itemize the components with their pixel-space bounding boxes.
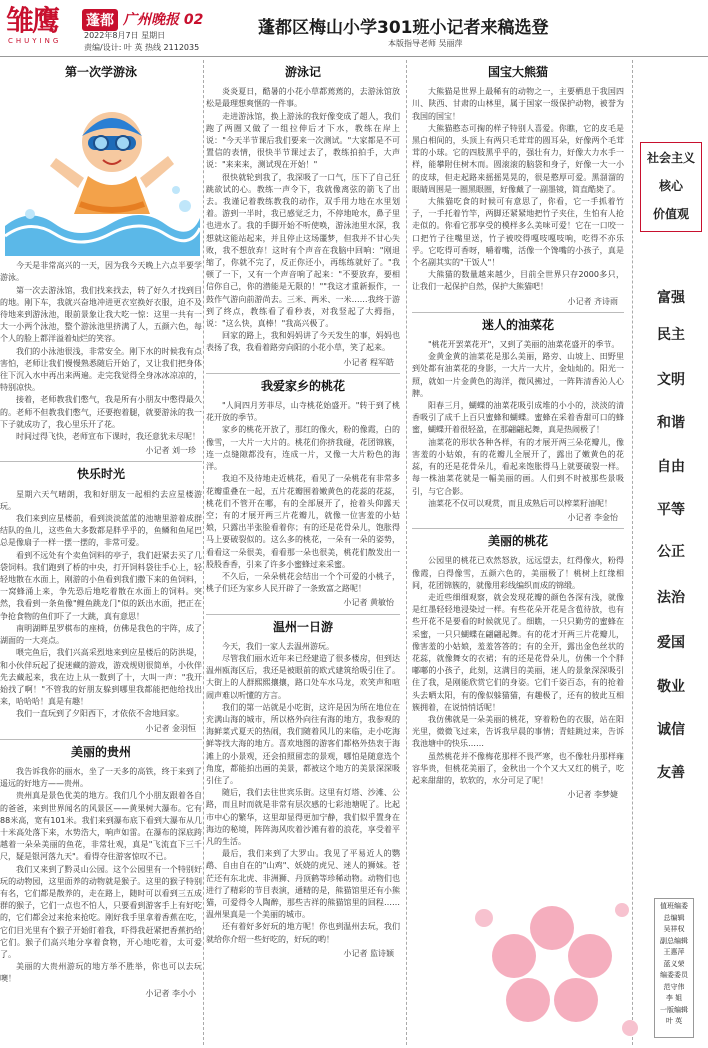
article-paragraph: 星期六天气晴朗，我和好朋友一起相约去应星楼游玩。 bbox=[0, 489, 202, 511]
paper-name: 广州晚报 02 bbox=[123, 12, 204, 28]
credit-line: 范守伟 bbox=[663, 982, 685, 991]
article-title: 美丽的桃花 bbox=[487, 534, 548, 549]
core-value-word: 文明 bbox=[657, 372, 685, 388]
article-author: 小记者 程军皓 bbox=[343, 357, 394, 367]
core-value-word: 敬业 bbox=[657, 679, 685, 695]
article-paragraph: 公园里的桃花已欢然怒放，远远望去，红得像火，粉得像霞，白得像雪，五颜六色的，美丽极了！桃树上红缘相间，花团锦簇的，就像用彩线编织而成的锦缎。 bbox=[412, 556, 624, 590]
article-paragraph: 我们的第一站就是小吃街，这许是因为所在地位在充满山海的城市，所以格外向往有海的地方，我参观的海鲜菜式夏天的热闹，我们随着风儿的来临，走小吃海鲜等找大海的地方。喜欢地图的游客们都格外热衷于海滩上的小景观，还会拍照留恋的景观，哪怕是随意选个角度，都能拍出画的美景，都被这个地方的美景深深吸引住了。 bbox=[206, 702, 400, 785]
article-paragraph: 走进游泳馆，换上游泳的我好像变成了超人，我们跑了两圈又做了一组拉伸后才下水，教练在岸上说："今天半节课后我们要来一次测试。"大家都是不可置信的表情，很快半节课过去了，教练拍拍手，大声说："来来来，测试现在开始！" bbox=[206, 111, 400, 170]
article-paragraph: 我们来到应星楼前，看到淡淡蓝蓝的池塘里游着成群结队的鱼儿，这些鱼大多数都是胖乎乎的，鱼鳞和鱼尾巴总是像扇子一样一摆一摆的，非常可爱。 bbox=[0, 514, 202, 548]
column-middle bbox=[206, 60, 400, 964]
editor-line: 责编/设计: 叶 英 热线 2112035 bbox=[84, 43, 200, 52]
article-paragraph: 尽管我们丽水近年来已经建造了很多楼房，但到达温州瓯海区后，我还是被眼前的欧式建筑给吸引住了。大街上的人群熙熙攘攘，路口处车水马龙，欢笑声和喧闹声难以听懂的方言。 bbox=[206, 653, 400, 700]
credit-line: 一版编辑 bbox=[660, 1005, 688, 1014]
swimmer-illustration bbox=[0, 86, 202, 256]
credit-line: 值班编委 bbox=[660, 902, 688, 910]
article-paragraph: 很快就轮到我了，我深吸了一口气，压下了自己狂跳欲试的心。教练一声令下，我就像离弦的箭飞了出去。我谨记着教练教我的动作，双手用力地在水里划着。游到一半时，我已感觉乏力，不停地呛水，鼻子里也进水了。我的手脚开始不听使唤，游泳池里水深，我想就这能站起来，并且停止这场噩梦，但我并不甘心失败，我不想放弃！这时有个声音在我脑中回响："刚退缩了，你就不完了，反正你还小，再练练就好了。"我顿了一下，又有一个声音响了起来："不要放弃，要相信你自己，你的潜能是无限的！""我这才重新振作，一鼓作气游向前游尚去。三米、两米、一米……我终于游到了终点，教练看了看秒表，对我竖起了大拇指，说："这么快，真棒！"我高兴极了。 bbox=[206, 172, 400, 329]
credit-line: 副总编辑 bbox=[660, 936, 688, 945]
article-author: 小记者 李金怡 bbox=[567, 512, 618, 522]
article-title: 国宝大熊猫 bbox=[487, 65, 548, 79]
article-title: 美丽的贵州 bbox=[70, 744, 131, 759]
article-title: 快乐时光 bbox=[76, 467, 125, 482]
article-divider bbox=[0, 461, 202, 462]
core-value-word: 诚信 bbox=[657, 722, 685, 738]
core-value-word: 友善 bbox=[657, 765, 685, 781]
credit-line: 李 姐 bbox=[665, 994, 683, 1002]
header-divider bbox=[0, 56, 708, 57]
article-divider bbox=[206, 373, 400, 374]
swimmer-drawing bbox=[0, 86, 202, 256]
article-body bbox=[0, 260, 202, 443]
core-values-title-line: 价值观 bbox=[652, 207, 689, 221]
article-paragraph: 不久后，一朵朵桃花会结出一个个可爱的小桃子，桃子们还为家乡人民开辟了一条致富之路呢！ bbox=[206, 571, 400, 594]
core-value-word: 民主 bbox=[657, 327, 685, 343]
article-paragraph: 随后，我们去往世宾乐街。这里有灯塔、沙滩、公路，而且时而就是非常有层次感的七彩池塘呢了。比起市中心的繁华，这里却显得更加宁静，我们似乎置身在海边的秘境，阵阵海风吹着沙滩有着的浪花，享受着平凡的生活。 bbox=[206, 788, 400, 846]
article-paragraph: 今天，我们一家人去温州游玩。 bbox=[222, 641, 334, 651]
editorial-credits bbox=[654, 898, 694, 1038]
article-paragraph: 我告诉我你的丽水，坐了一天多的高铁，终于来到了遥远的好地方——贵州。 bbox=[0, 766, 202, 789]
article-paragraph: 我仿佛就是一朵美丽的桃花，穿着粉色的衣服，站在阳光里，微微飞过来，告诉我早晨的事情；青蛙跳过来，告诉我池塘中的快乐…… bbox=[412, 714, 624, 749]
article-paragraph: 还有着好多好玩的地方呢！你也到温州去玩，我们就给你介绍一些好吃的，好玩的哟！ bbox=[206, 922, 400, 944]
article-paragraph: 大熊猫的数量越来越少，目前全世界只存2000多只，让我们一起保护自然，保护大熊猫吧！ bbox=[412, 270, 624, 292]
column-left bbox=[0, 60, 202, 1004]
article-paragraph: 今天是非常高兴的一天，因为我今天晚上六点半要学游泳。 bbox=[0, 261, 202, 283]
article-title: 游泳记 bbox=[284, 65, 321, 79]
article-divider bbox=[206, 614, 400, 615]
core-values-title-line: 社会主义 bbox=[646, 151, 695, 165]
core-value-word: 法治 bbox=[657, 590, 685, 606]
article-paragraph: 金黄金黄的油菜花是那么美丽，路旁、山坡上、田野里到处都有油菜花的身影，一大片一大片，金灿灿的。阳光一照，就如一片金黄色的海洋，微风拂过，一阵阵清香沁人心脾。 bbox=[412, 352, 624, 398]
article-divider bbox=[0, 739, 202, 740]
edition-badge: 蓬都 bbox=[82, 9, 118, 31]
masthead-logo: 雏鹰 bbox=[6, 4, 59, 37]
article-author: 小记者 黄敏怡 bbox=[343, 598, 394, 608]
article-author: 小记者 刘一珍 bbox=[145, 446, 196, 456]
page-subtitle: 本版指导老师 吴丽萍 bbox=[388, 39, 463, 48]
credit-line: 吴祥权 bbox=[663, 925, 685, 933]
issue-date: 2022年8月7日 星期日 bbox=[84, 31, 166, 40]
core-value-word: 公正 bbox=[657, 544, 685, 560]
article-paragraph: 家乡的桃花开放了，那红的像火，粉的像霞，白的像雪，一大片一大片的。桃花们你挤我碰，花团锦簇，连一点缝隙都没有，连成一片，又像一大片粉色的海洋。 bbox=[206, 425, 400, 472]
article-paragraph: 看到不远处有个卖鱼饲料的亭子，我们赶紧去买了几袋饲料。我们跑到了桥的中央，打开饲料袋往手心上，轻轻地散在水面上，刚游的小鱼看到我们撒下来的鱼饲料，一窝蜂涌上来，争先恐后地吃着散在水面上的饲料。突然，我看到一条鱼像"鲤鱼跳龙门"似的跃出水面，把正在争抢食物的鱼们吓了一大跳，真有意思！ bbox=[0, 550, 202, 621]
article-paragraph: 油菜花不仅可以观赏，而且成熟后可以榨菜籽油呢！ bbox=[428, 498, 612, 508]
column-right bbox=[412, 60, 624, 805]
article-paragraph: 贵州真是景色优美的地方。我们几个小朋友跟着各自的爸爸，来到世界闻名的风景区——黄果树大瀑布。它有88米高，宽有101米。我们来到瀑布底下看到大瀑布从几十米高处落下来，水势浩大，响声如雷。在瀑布的深底跨越着一朵朵美丽的鱼花，非常壮观，真是"飞流直下三千尺，疑是银河落九天"。看得夺住游客惊叹不已。 bbox=[0, 791, 202, 862]
article-paragraph: 我们又来到了黔灵山公园。这个公园里有一个特别好玩的动物园，这里面养的动物就是猴子。这里的猴子特别有名，它们都是散养的，走在路上，随时可以看到三五成群的猴子，它们一点也不怕人，只要看到游客手上有好吃的，它们都会过来抢来抢吃。刚好我手里拿着香蕉在吃，它们目光里有个猴子开始盯着我，吓得我赶紧把香蕉扔给它们。猴子们高兴地分享着食物，开心地吃着，太可爱了。 bbox=[0, 864, 202, 959]
credit-line: 王惠萍 bbox=[663, 948, 685, 956]
article-paragraph: 接着，老师教我们憋气，我是所有小朋友中憋得最久的。老师不但教我们憋气，还要抱着腿，就要游泳的我一下子就成功了，我心里乐开了花。 bbox=[0, 395, 202, 429]
credit-line: 编委委员 bbox=[660, 971, 688, 979]
masthead-logo-sub: CHUYING bbox=[8, 37, 62, 45]
article-paragraph: 第一次去游泳馆，我们找来找去，转了好久才找到目的地。刚下车，我就兴奋地冲进更衣室换好衣服，迫不及待地来到游泳池，眼前景象让我大吃一惊：这里一共有一大一小两个泳池，整个游泳池里挤满了人，五颜六色，每个人的脸上都洋溢着灿烂的笑容。 bbox=[0, 285, 202, 344]
article-paragraph: 阳春三月，蝴蝶的油菜花吸引成堆的小小的，淡淡的清香吸引了成千上百只蜜蜂和蝴蝶。蜜蜂在采着香甜可口的蜂蜜，蝴蝶开着很轻盈，在那翩翩起舞，真是热闹极了！ bbox=[412, 401, 624, 435]
article-paragraph: "桃花开罢菜花开"，又到了美丽的油菜花盛开的季节。 bbox=[428, 340, 620, 350]
article-author: 小记者 李梦婕 bbox=[567, 790, 618, 800]
article-paragraph: 最后，我们来到了大罗山。我见了平易近人的鹦鹉、自由自在的"山鸡"、妖娆的虎兄、迷人的狮妹。苍茫还有东北虎、非洲狮、丹顶鹤等珍稀动物。动物们也进行了精彩的节目表演，通精的是，熊猫馆里还有小熊猫，可爱得令人陶醉，那些吉祥的熊猫馆里的回程……温州果真是一个美丽的城市。 bbox=[206, 849, 400, 920]
article-paragraph: 美丽的大贵州游玩的地方举不胜举，你也可以去玩噢！ bbox=[0, 962, 202, 984]
core-value-word: 富强 bbox=[657, 290, 685, 306]
article-paragraph: 回家的路上，我和妈妈讲了今天发生的事，妈妈也表扬了我，我看着路旁向阳的小花小草，笑了起来。 bbox=[206, 331, 400, 353]
article-paragraph: 走近些细细观察，就会发现花瓣的颜色各深有浅，就像是红墨轻轻地浸染过一样。有些花朵开花是含苞待放，也有些开花不是要看的时候就见了。细瞧，一只只勤劳的蜜蜂在采蜜，一只只蝴蝶在翩翩起舞。有的花才开两三片花瓣儿，像害羞的小姑娘，羞羞答答的；有的全开，露出金色丝状的花蕊，就像舞女的衣裙；有的还是花骨朵儿，仿佛一个个胖嘟嘟的小孩子，此刻，这满目的美丽，迷人的景象深深吸引住了我，是刚能欣赏它们的身姿。它们千姿百态，有的抢着头去晒太阳，有的像似躲猫猫，有趣极了，还有的彼此互相簇拥着，在说悄悄话呢！ bbox=[412, 592, 624, 712]
page-title: 蓬都区梅山小学301班小记者来稿选登 bbox=[258, 18, 549, 38]
article-paragraph: 我们的小泳池很浅，非常安全。刚下水的时候我有点害怕，老师让我们慢慢熟悉随后开始了，又让我们把身体往下沉入水中再出来两遍。走完我觉得全身冰冰凉凉的，特别凉快。 bbox=[0, 346, 202, 393]
article-paragraph: "人间四月芳菲尽，山寺桃花始盛开。"转于到了桃花开放的季节。 bbox=[206, 401, 400, 423]
credit-line: 蓝义荣 bbox=[663, 959, 685, 968]
article-author: 小记者 监诗颖 bbox=[343, 948, 394, 958]
core-value-word: 自由 bbox=[657, 459, 685, 475]
core-value-word: 爱国 bbox=[657, 635, 685, 651]
article-divider bbox=[412, 528, 624, 529]
article-title: 第一次学游泳 bbox=[64, 65, 137, 79]
article-title: 温州一日游 bbox=[272, 619, 333, 634]
core-value-word: 和谐 bbox=[657, 415, 685, 431]
article-paragraph: 虽然桃花并不像梅花那样不畏严寒，也不像牡丹那样雍容华贵，但桃花美丽了，金秋出一个个又大又红的桃子，吃起来甜甜的，软软的，水分可足了呢！ bbox=[412, 751, 624, 785]
core-value-word: 平等 bbox=[657, 502, 685, 518]
article-paragraph: 大熊猫憨态可掬的样子特别人喜爱。你瞧，它的皮毛是黑白相间的，头顶上有两只毛茸茸的圆耳朵，好像两个毛茸茸的小球。它的四肢黑乎乎的，强壮有力，好像大力水手一样，能攀附住树木而。圆滚滚的脑袋和身子，好像一大一小的皮球，但走起路来摇摇晃晃的，很是憨厚可爱。黑溜溜的眼睛周围是一圈黑眼圈，好像戴了一副墨镜，简直酷毙了。 bbox=[412, 123, 624, 194]
article-paragraph: 时间过得飞快，老师宣布下课时，我还意犹未尽呢！ bbox=[16, 432, 200, 442]
credit-line: 总编辑 bbox=[663, 913, 685, 922]
article-title: 迷人的油菜花 bbox=[481, 317, 554, 332]
article-paragraph: 我迫不及待地走近桃花，看见了一朵桃花有非常多花瓣重叠在一起，五片花瓣围着嫩黄色的花蕊的花蕊，桃花们不管开在哪，有的全部展开了，抢着头仰露天空；有的才展开两三片花瓣儿，就像一位害羞的小姑娘，只露出半张脸看着你；有的还是花骨朵儿，饱胀得马上要破裂似的。这么多的桃花，一朵有一朵的姿势，看看这一朵很美，看看那一朵也很美，桃花们散发出一股股香香，引来了许多小蜜蜂过来采蜜。 bbox=[206, 474, 400, 569]
core-values-title-box bbox=[640, 142, 702, 232]
article-author: 小记者 李小小 bbox=[145, 988, 196, 998]
article-title: 我爱家乡的桃花 bbox=[260, 378, 345, 393]
article-paragraph: 喂完鱼后，我们兴高采烈地来到应星楼后的防洪堤，和小伙伴玩起了捉迷藏的游戏，游戏规则很简单，小伙伴先去藏起来，我在边上从一数到了十，大叫一声："我开始找了啊！"不管我的好朋友躲到哪里我都能把他给找出来，哈哈哈！真是有趣！ bbox=[0, 648, 202, 707]
article-paragraph: 大熊猫吃食的时候可有意思了，你看，它一手抓着竹子，一手托着竹竿，两脚还紧紧地把竹子夹住，生怕有人抢走似的。你看它那享受的模样多么美味可爱！它在一口咬一口把竹子往嘴里送，竹子被咬得嘎吱嘎吱响，吃得不亦乐乎。它吃得可香呀，嚼着嘴，活像一个馋嘴的小孩子，真是个名副其实的"干饭人"！ bbox=[412, 197, 624, 268]
article-paragraph: 大熊猫是世界上最稀有的动物之一，主要栖息于我国四川、陕西、甘肃的山林里，属于国家一级保护动物，被誉为我国的国宝！ bbox=[412, 87, 624, 121]
core-values-title-line: 核心 bbox=[658, 179, 683, 193]
article-divider bbox=[412, 312, 624, 313]
credit-line: 叶 英 bbox=[665, 1017, 683, 1025]
column-divider bbox=[406, 60, 407, 1045]
article-author: 小记者 齐诗雨 bbox=[567, 296, 618, 306]
article-paragraph: 油菜花的形状各种各样，有的才展开两三朵花瓣儿，像害羞的小姑娘，有的花瓣儿全展开了，露出了嫩黄色的花蕊，有的还是花骨朵儿，看起来饱胀得马上就要破裂一样。每一株油菜花就是一幅美丽的画。人们到不时被那些景吸引，与它合影。 bbox=[412, 437, 624, 496]
article-paragraph: 我们一直玩到了夕阳西下，才依依不舍地回家。 bbox=[16, 709, 184, 719]
article-author: 小记者 金羽恒 bbox=[145, 723, 196, 733]
blossom-decoration bbox=[462, 888, 642, 1048]
article-paragraph: 南明湖畔星罗棋布的座椅，仿佛是我色的宇阵，成了湖面的一大亮点。 bbox=[0, 623, 202, 646]
article-paragraph: 炎炎夏日，酷暑的小花小草都蔫蔫的，去游泳馆放松是最理想爽惬的一件事。 bbox=[206, 87, 400, 109]
column-divider bbox=[203, 60, 204, 1045]
